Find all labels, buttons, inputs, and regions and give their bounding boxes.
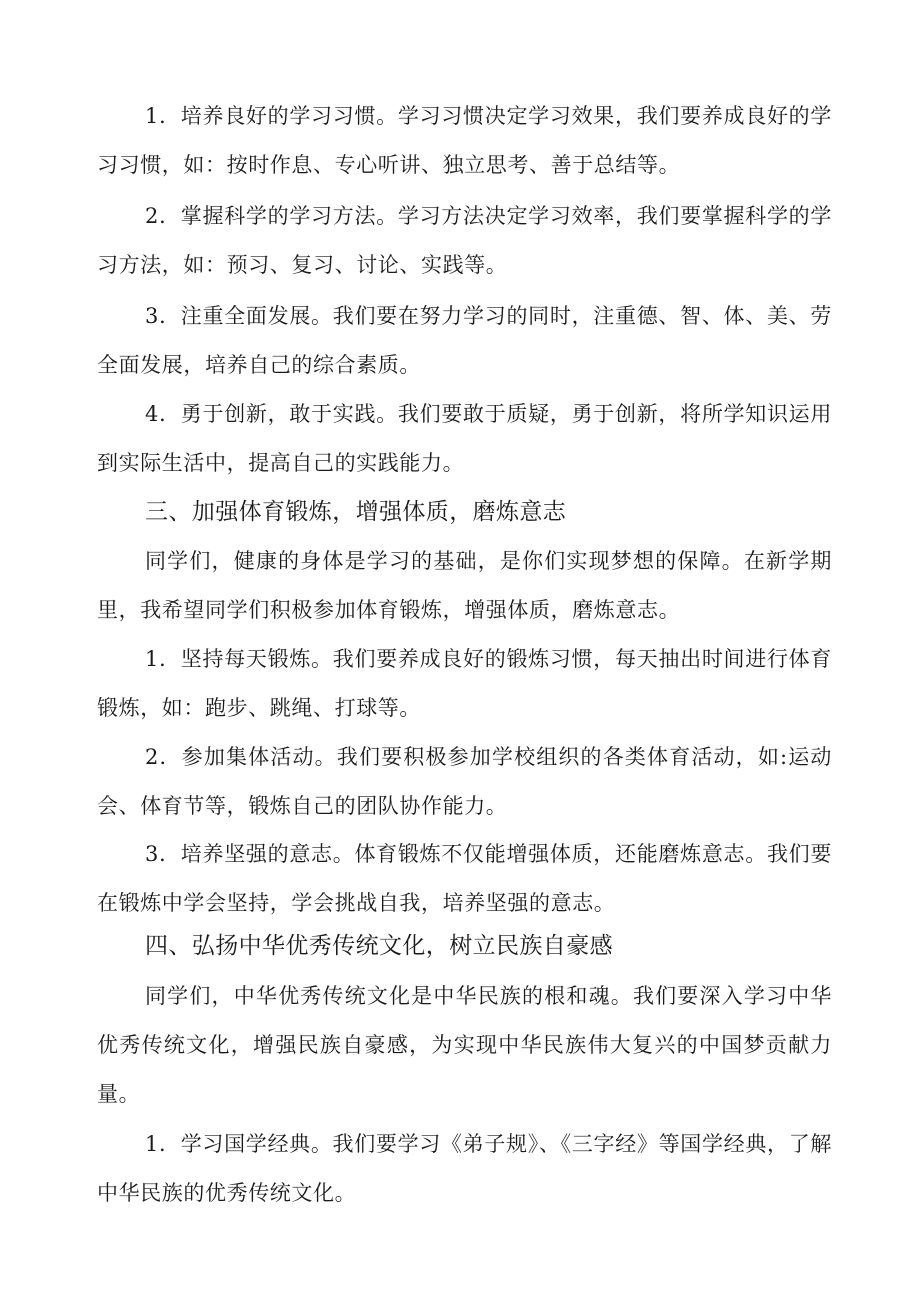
section-heading-physical-exercise: 三、加强体育锻炼，增强体质，磨炼意志	[145, 499, 567, 525]
paragraph-study-methods: 2．掌握科学的学习方法。学习方法决定学习效率，我们要掌握科学的学习方法，如：预习、复习、讨论、实践等。	[97, 204, 832, 277]
paragraph-classics: 1．学习国学经典。我们要学习《弟子规》、《三字经》等国学经典，了解中华民族的优秀传统文化。	[97, 1132, 832, 1205]
paragraph-all-round-development: 3．注重全面发展。我们要在努力学习的同时，注重德、智、体、美、劳全面发展，培养自己的综合素质。	[97, 304, 832, 377]
paragraph-study-habits: 1．培养良好的学习习惯。学习习惯决定学习效果，我们要养成良好的学习习惯，如：按时作息、专心听讲、独立思考、善于总结等。	[97, 104, 832, 177]
section-heading-traditional-culture: 四、弘扬中华优秀传统文化，树立民族自豪感	[145, 933, 613, 959]
paragraph-culture-intro: 同学们，中华优秀传统文化是中华民族的根和魂。我们要深入学习中华优秀传统文化，增强民族自豪感，为实现中华民族伟大复兴的中国梦贡献力量。	[97, 984, 832, 1106]
paragraph-exercise-intro: 同学们，健康的身体是学习的基础，是你们实现梦想的保障。在新学期里，我希望同学们积极参加体育锻炼，增强体质，磨炼意志。	[97, 549, 832, 622]
paragraph-group-activities: 2．参加集体活动。我们要积极参加学校组织的各类体育活动，如:运动会、体育节等，锻炼自己的团队协作能力。	[97, 745, 832, 818]
paragraph-innovation: 4．勇于创新，敢于实践。我们要敢于质疑，勇于创新，将所学知识运用到实际生活中，提高自己的实践能力。	[97, 402, 832, 475]
paragraph-daily-exercise: 1．坚持每天锻炼。我们要养成良好的锻炼习惯，每天抽出时间进行体育锻炼，如：跑步、跳绳、打球等。	[97, 647, 832, 720]
paragraph-strong-will: 3．培养坚强的意志。体育锻炼不仅能增强体质，还能磨炼意志。我们要在锻炼中学会坚持，学会挑战自我，培养坚强的意志。	[97, 842, 832, 915]
